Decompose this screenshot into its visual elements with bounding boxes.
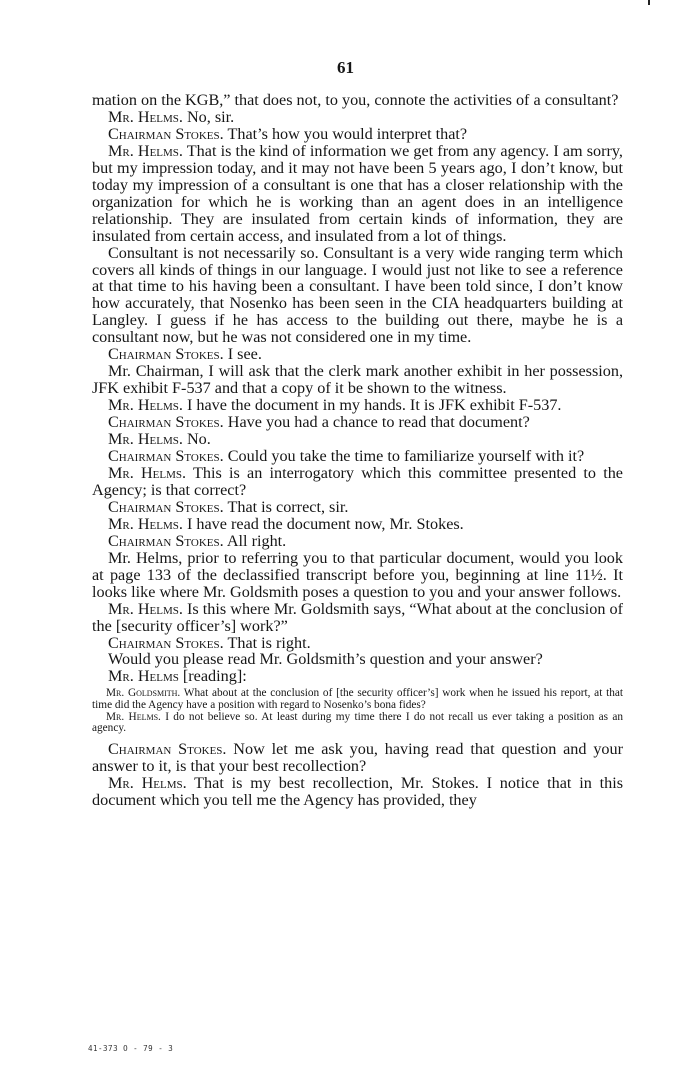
speaker-label: Mr. Helms. [108,514,183,533]
paragraph [92,601,623,635]
paragraph-text: [reading]: [178,667,247,686]
scan-mark [648,0,650,5]
speaker-label: Mr. Helms. [108,430,183,449]
paragraph [92,431,623,448]
paragraph [92,363,623,397]
speaker-label: Chairman Stokes. [108,531,224,550]
paragraph-text: What about at the conclusion of [the security officer’s] work when he issued his report, at that time did the Agency have a position with regard to Nosenko’s bona fides? [92,687,624,711]
paragraph [92,775,623,809]
speaker-label: Mr. Helms. [108,141,183,160]
paragraph-text: That’s how you would interpret that? [223,124,468,143]
paragraph-text: No, sir. [182,107,235,126]
paragraph [92,499,623,516]
paragraph [92,143,623,245]
paragraph-text: mation on the KGB,” that does not, to you, connote the activities of a consultant? [92,91,619,109]
paragraph [92,635,623,652]
paragraph-text: Would you please read Mr. Goldsmith’s question and your answer? [108,650,543,669]
paragraph [92,533,623,550]
paragraph [92,516,623,533]
speaker-label: Mr. Helms. [106,710,161,723]
footer-code: 41-373 O - 79 - 3 [88,1044,174,1053]
paragraph-text: I have read the document now, Mr. Stokes. [182,514,464,533]
paragraph [92,465,623,499]
paragraph [92,245,623,347]
speaker-label: Chairman Stokes. [108,413,224,432]
paragraph [92,448,623,465]
speaker-label: Mr. Helms. [108,773,187,792]
speaker-label: Chairman Stokes. [108,345,224,364]
paragraph-text: Is this where Mr. Goldsmith says, “What about at the conclusion of the [security officer’s] work?” [92,599,623,635]
paragraph [92,651,623,668]
paragraph-text: Consultant is not necessarily so. Consultant is a very wide ranging term which covers all kinds of things in our language. I would just not like to see a reference at that time to his having been a consultant. I have been told since, I don’t know how accurately, that Nosenko has been seen in the CIA headquarters building at Langley. I guess if he has access to the building out there, maybe he is a consultant now, but he was not considered one in my time. [92,243,623,347]
paragraph-text: That is the kind of information we get from any agency. I am sorry, but my impression today, and it may not have been 5 years ago, I don’t know, but today my impression of a consultant is one that has a closer relationship with the organization for which he is working than an agent does in an intelligence relationship. They are insulated from certain kinds of information, they are insulated from certain access, and insulated from a lot of things. [92,141,623,245]
closing-paragraphs [92,741,623,809]
speaker-label: Mr. Helms. [108,463,187,482]
speaker-label: Chairman Stokes. [108,633,224,652]
paragraph-text: I see. [223,345,262,364]
paragraph-text: Could you take the time to familiarize yourself with it? [223,447,585,466]
quoted-testimony [92,688,623,734]
transcript-body [92,92,623,809]
speaker-label: Chairman Stokes. [108,447,224,466]
paragraph-text: I have the document in my hands. It is JFK exhibit F-537. [182,396,562,415]
main-paragraphs [92,92,623,685]
speaker-label: Chairman Stokes. [108,124,224,143]
paragraph-text: Have you had a chance to read that document? [223,413,530,432]
paragraph [92,346,623,363]
paragraph [92,712,623,735]
paragraph [92,414,623,431]
paragraph-text: That is correct, sir. [223,497,349,516]
paragraph-text: Mr. Chairman, I will ask that the clerk mark another exhibit in her possession, JFK exhibit F-537 and that a copy of it be shown to the witness. [92,362,623,398]
page-number: 61 [337,58,354,77]
paragraph [92,92,623,109]
speaker-label: Mr. Helms. [108,107,183,126]
paragraph [92,688,623,711]
paragraph-text: That is my best recollection, Mr. Stokes. I notice that in this document which you tell me the Agency has provided, they [92,773,623,809]
paragraph [92,397,623,414]
paragraph [92,741,623,775]
speaker-label: Chairman Stokes. [108,497,224,516]
paragraph-text: Now let me ask you, having read that question and your answer to it, is that your best recollection? [92,739,623,775]
paragraph-text: I do not believe so. At least during my time there I do not recall us ever taking a position as an agency. [92,710,623,735]
speaker-label: Mr. Helms. [108,599,183,618]
paragraph-text: This is an interrogatory which this committee presented to the Agency; is that correct? [92,463,623,499]
paragraph [92,109,623,126]
paragraph-text: That is right. [223,633,311,652]
paragraph [92,668,623,685]
speaker-label: Chairman Stokes. [108,739,227,758]
speaker-label: Mr. Helms [108,667,179,686]
paragraph-text: All right. [223,531,287,550]
speaker-label: Mr. Goldsmith. [106,687,181,700]
paragraph-text: Mr. Helms, prior to referring you to that particular document, would you look at page 133 of the declassified transcript before you, beginning at line 11½. It looks like where Mr. Goldsmith poses a question to you and your answer follows. [92,548,623,601]
paragraph [92,126,623,143]
paragraph-text: No. [182,430,211,449]
paragraph [92,550,623,601]
speaker-label: Mr. Helms. [108,396,183,415]
